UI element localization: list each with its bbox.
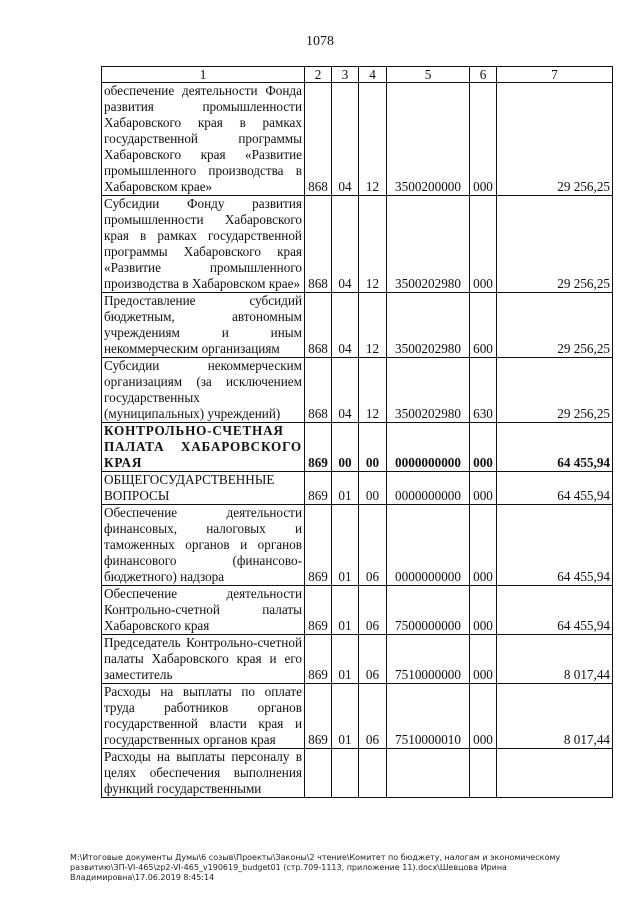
table-row <box>102 586 613 635</box>
target-article-code: 0000000000 <box>387 423 470 472</box>
subsection-code: 12 <box>359 83 387 196</box>
section-code: 04 <box>332 358 359 423</box>
section-code <box>332 749 359 798</box>
admin-code: 868 <box>305 358 332 423</box>
subsection-code: 06 <box>359 635 387 684</box>
amount: 29 256,25 <box>497 83 613 196</box>
column-header: 6 <box>470 67 497 83</box>
subsection-code: 06 <box>359 684 387 749</box>
table-row <box>102 423 613 472</box>
subsection-code: 06 <box>359 586 387 635</box>
row-name: Предоставление субсидий бюджетным, автономным учреждениям и иным некоммерческим организациям <box>102 293 305 358</box>
amount <box>497 749 613 798</box>
row-name: Обеспечение деятельности финансовых, налоговых и таможенных органов и органов финансового (финансово-бюджетного) надзора <box>102 505 305 586</box>
target-article-code: 7500000000 <box>387 586 470 635</box>
section-code: 04 <box>332 196 359 293</box>
amount: 64 455,94 <box>497 586 613 635</box>
amount: 29 256,25 <box>497 196 613 293</box>
amount: 8 017,44 <box>497 684 613 749</box>
table-row <box>102 83 613 196</box>
target-article-code: 3500202980 <box>387 293 470 358</box>
expense-type-code: 000 <box>470 423 497 472</box>
amount: 64 455,94 <box>497 423 613 472</box>
target-article-code: 7510000010 <box>387 684 470 749</box>
expense-type-code: 000 <box>470 684 497 749</box>
expense-type-code: 000 <box>470 472 497 505</box>
table-row <box>102 358 613 423</box>
admin-code: 869 <box>305 505 332 586</box>
expense-type-code: 000 <box>470 196 497 293</box>
target-article-code: 7510000000 <box>387 635 470 684</box>
target-article-code: 3500200000 <box>387 83 470 196</box>
admin-code: 869 <box>305 472 332 505</box>
subsection-code <box>359 749 387 798</box>
expense-type-code: 000 <box>470 505 497 586</box>
row-name: Субсидии Фонду развития промышленности Хабаровского края в рамках государственной программы Хабаровского края «Развитие промышленного производства в Хабаровском крае» <box>102 196 305 293</box>
section-code: 01 <box>332 684 359 749</box>
footer-file-path: M:\Итоговые документы Думы\6 созыв\Проекты\Законы\2 чтение\Комитет по бюджету, налогам и экономическому развитию\ЗП-VI-465\zp2-VI-465_v190619_budget01 (стр.709-1113, приложение 11).docx\Шевцова Ирина Владимировна\17.06.2019 8:45:14 <box>70 853 561 882</box>
table-row <box>102 635 613 684</box>
table-row <box>102 293 613 358</box>
expense-type-code <box>470 749 497 798</box>
admin-code: 868 <box>305 83 332 196</box>
admin-code: 868 <box>305 293 332 358</box>
amount: 64 455,94 <box>497 472 613 505</box>
page-number: 1078 <box>306 34 334 49</box>
subsection-code: 12 <box>359 293 387 358</box>
target-article-code: 3500202980 <box>387 358 470 423</box>
row-name: КОНТРОЛЬНО-СЧЕТНАЯ ПАЛАТА ХАБАРОВСКОГО КРАЯ <box>102 423 305 472</box>
target-article-code: 3500202980 <box>387 196 470 293</box>
column-header: 5 <box>387 67 470 83</box>
admin-code: 869 <box>305 635 332 684</box>
target-article-code <box>387 749 470 798</box>
amount: 29 256,25 <box>497 293 613 358</box>
expense-type-code: 000 <box>470 586 497 635</box>
column-header: 4 <box>359 67 387 83</box>
row-name: Расходы на выплаты по оплате труда работников органов государственной власти края и государственных органов края <box>102 684 305 749</box>
amount: 8 017,44 <box>497 635 613 684</box>
table-header-row <box>102 67 613 83</box>
expense-type-code: 600 <box>470 293 497 358</box>
subsection-code: 00 <box>359 423 387 472</box>
admin-code <box>305 749 332 798</box>
subsection-code: 12 <box>359 358 387 423</box>
subsection-code: 06 <box>359 505 387 586</box>
section-code: 01 <box>332 505 359 586</box>
column-header: 3 <box>332 67 359 83</box>
column-header: 1 <box>102 67 305 83</box>
expense-type-code: 000 <box>470 635 497 684</box>
target-article-code: 0000000000 <box>387 472 470 505</box>
budget-table <box>101 66 613 798</box>
table-row <box>102 749 613 798</box>
section-code: 00 <box>332 423 359 472</box>
column-header: 7 <box>497 67 613 83</box>
admin-code: 869 <box>305 684 332 749</box>
amount: 64 455,94 <box>497 505 613 586</box>
row-name: Субсидии некоммерческим организациям (за исключением государственных (муниципальных) учреждений) <box>102 358 305 423</box>
amount: 29 256,25 <box>497 358 613 423</box>
table-row <box>102 684 613 749</box>
row-name: Обеспечение деятельности Контрольно-счетной палаты Хабаровского края <box>102 586 305 635</box>
section-code: 01 <box>332 472 359 505</box>
section-code: 04 <box>332 83 359 196</box>
admin-code: 869 <box>305 586 332 635</box>
section-code: 04 <box>332 293 359 358</box>
row-name: Председатель Контрольно-счетной палаты Хабаровского края и его заместитель <box>102 635 305 684</box>
target-article-code: 0000000000 <box>387 505 470 586</box>
row-name: обеспечение деятельности Фонда развития промышленности Хабаровского края в рамках государственной программы Хабаровского края «Развитие промышленного производства в Хабаровском крае» <box>102 83 305 196</box>
expense-type-code: 630 <box>470 358 497 423</box>
table-row <box>102 472 613 505</box>
section-code: 01 <box>332 586 359 635</box>
table-row <box>102 196 613 293</box>
admin-code: 868 <box>305 196 332 293</box>
row-name: ОБЩЕГОСУДАРСТВЕННЫЕ ВОПРОСЫ <box>102 472 305 505</box>
admin-code: 869 <box>305 423 332 472</box>
subsection-code: 00 <box>359 472 387 505</box>
section-code: 01 <box>332 635 359 684</box>
row-name: Расходы на выплаты персоналу в целях обеспечения выполнения функций государственными <box>102 749 305 798</box>
table-row <box>102 505 613 586</box>
column-header: 2 <box>305 67 332 83</box>
expense-type-code: 000 <box>470 83 497 196</box>
subsection-code: 12 <box>359 196 387 293</box>
